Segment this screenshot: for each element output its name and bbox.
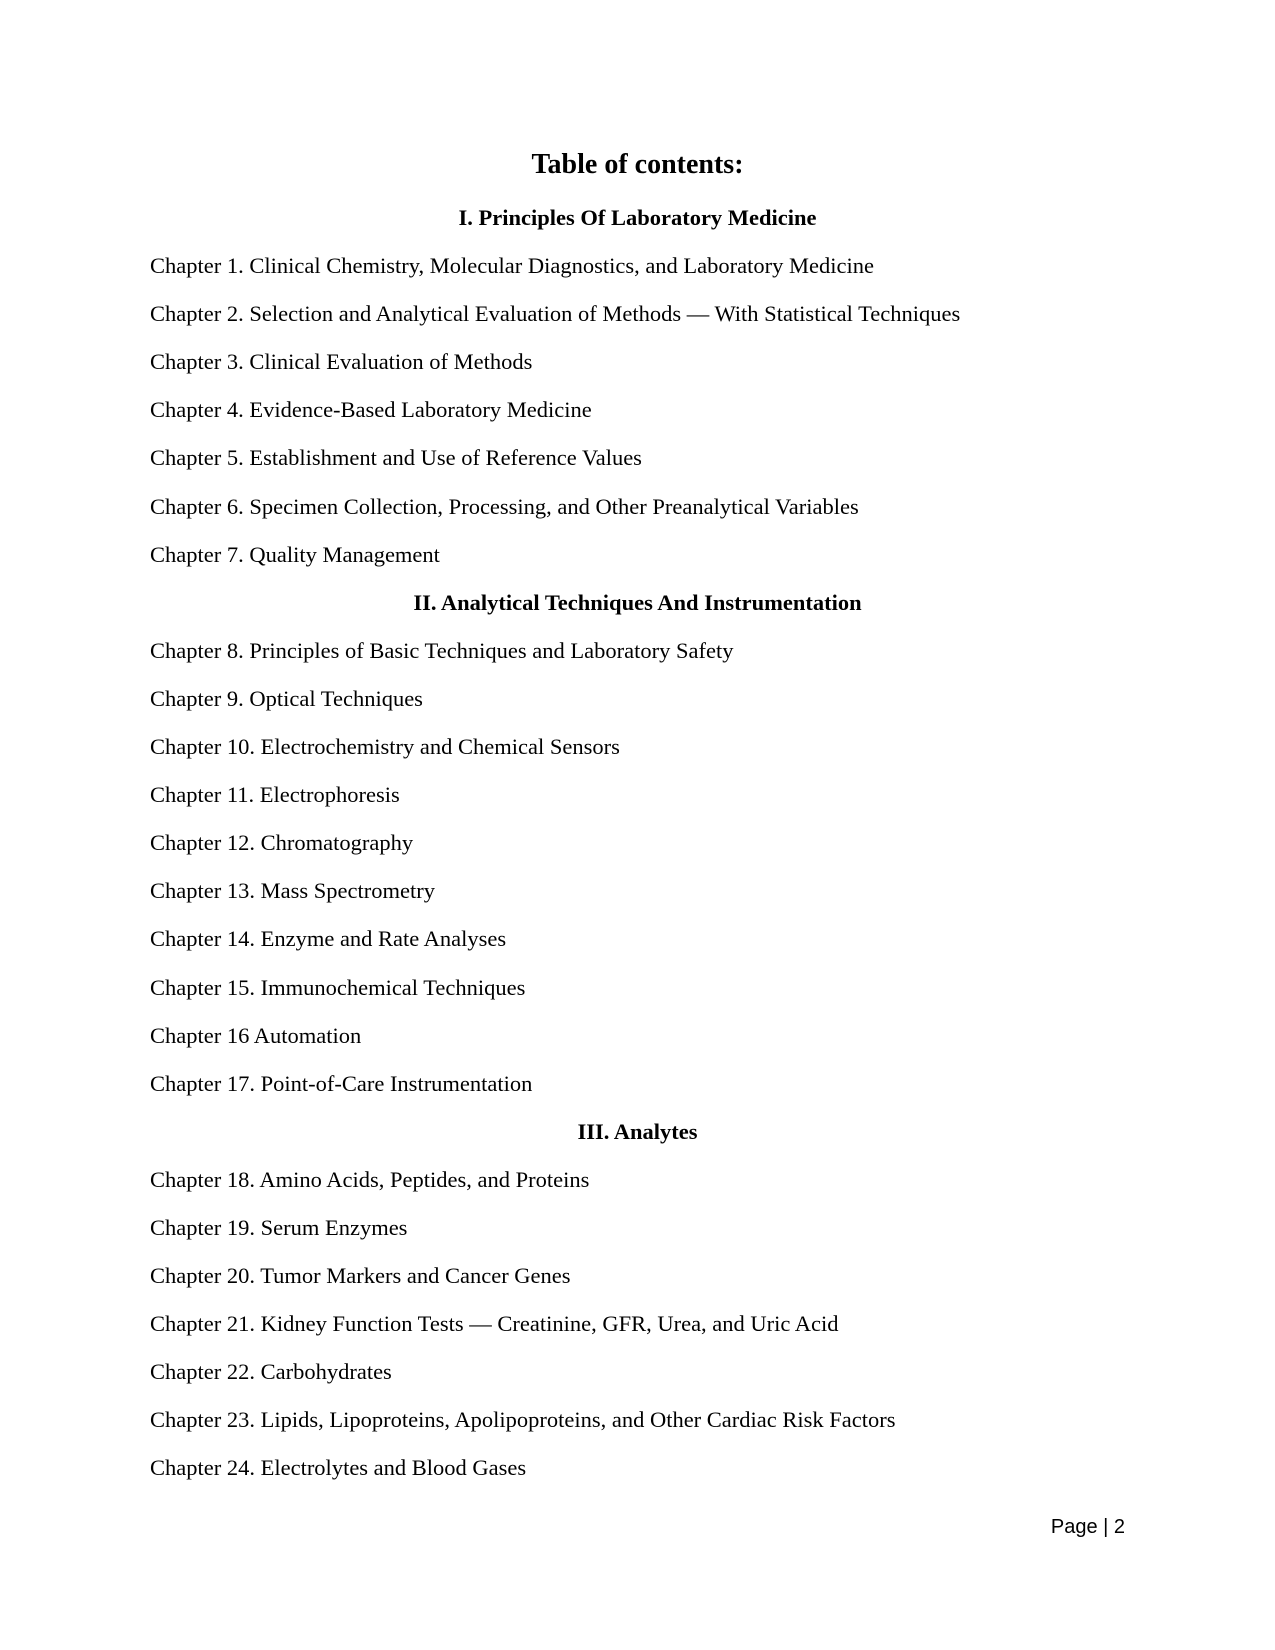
chapter-entry: Chapter 14. Enzyme and Rate Analyses — [150, 926, 507, 952]
chapter-entry: Chapter 13. Mass Spectrometry — [150, 878, 435, 904]
chapter-entry: Chapter 23. Lipids, Lipoproteins, Apolipoproteins, and Other Cardiac Risk Factors — [150, 1407, 896, 1433]
part-heading: II. Analytical Techniques And Instrumentation — [413, 589, 862, 615]
chapter-entry: Chapter 10. Electrochemistry and Chemical Sensors — [150, 734, 620, 760]
part-heading: I. Principles Of Laboratory Medicine — [458, 205, 817, 230]
chapter-entry: Chapter 4. Evidence-Based Laboratory Medicine — [150, 397, 592, 423]
chapter-entry: Chapter 17. Point-of-Care Instrumentation — [150, 1070, 533, 1096]
chapter-entry: Chapter 21. Kidney Function Tests — Creatinine, GFR, Urea, and Uric Acid — [150, 1311, 839, 1337]
chapter-entry: Chapter 3. Clinical Evaluation of Methods — [150, 349, 533, 375]
chapter-entry: Chapter 16 Automation — [150, 1022, 362, 1048]
chapter-entry: Chapter 12. Chromatography — [150, 830, 414, 856]
chapter-entry: Chapter 11. Electrophoresis — [150, 782, 400, 808]
page-title: Table of contents: — [531, 149, 744, 180]
chapter-entry: Chapter 24. Electrolytes and Blood Gases — [150, 1455, 527, 1481]
chapter-entry: Chapter 7. Quality Management — [150, 541, 440, 567]
chapter-entry: Chapter 22. Carbohydrates — [150, 1359, 392, 1385]
chapter-entry: Chapter 8. Principles of Basic Techniques and Laboratory Safety — [150, 637, 734, 663]
table-of-contents — [150, 204, 1125, 1503]
part-heading: III. Analytes — [577, 1118, 698, 1144]
chapter-entry: Chapter 19. Serum Enzymes — [150, 1214, 408, 1240]
chapter-entry: Chapter 1. Clinical Chemistry, Molecular Diagnostics, and Laboratory Medicine — [150, 253, 874, 279]
chapter-entry: Chapter 9. Optical Techniques — [150, 685, 423, 711]
chapter-entry: Chapter 18. Amino Acids, Peptides, and Proteins — [150, 1166, 590, 1192]
chapter-entry: Chapter 15. Immunochemical Techniques — [150, 974, 526, 1000]
chapter-entry: Chapter 20. Tumor Markers and Cancer Genes — [150, 1263, 571, 1289]
chapter-entry: Chapter 6. Specimen Collection, Processing, and Other Preanalytical Variables — [150, 493, 859, 519]
page-number: Page | 2 — [1050, 1516, 1125, 1538]
chapter-entry: Chapter 2. Selection and Analytical Evaluation of Methods — With Statistical Techniques — [150, 301, 961, 327]
chapter-entry: Chapter 5. Establishment and Use of Reference Values — [150, 445, 642, 471]
